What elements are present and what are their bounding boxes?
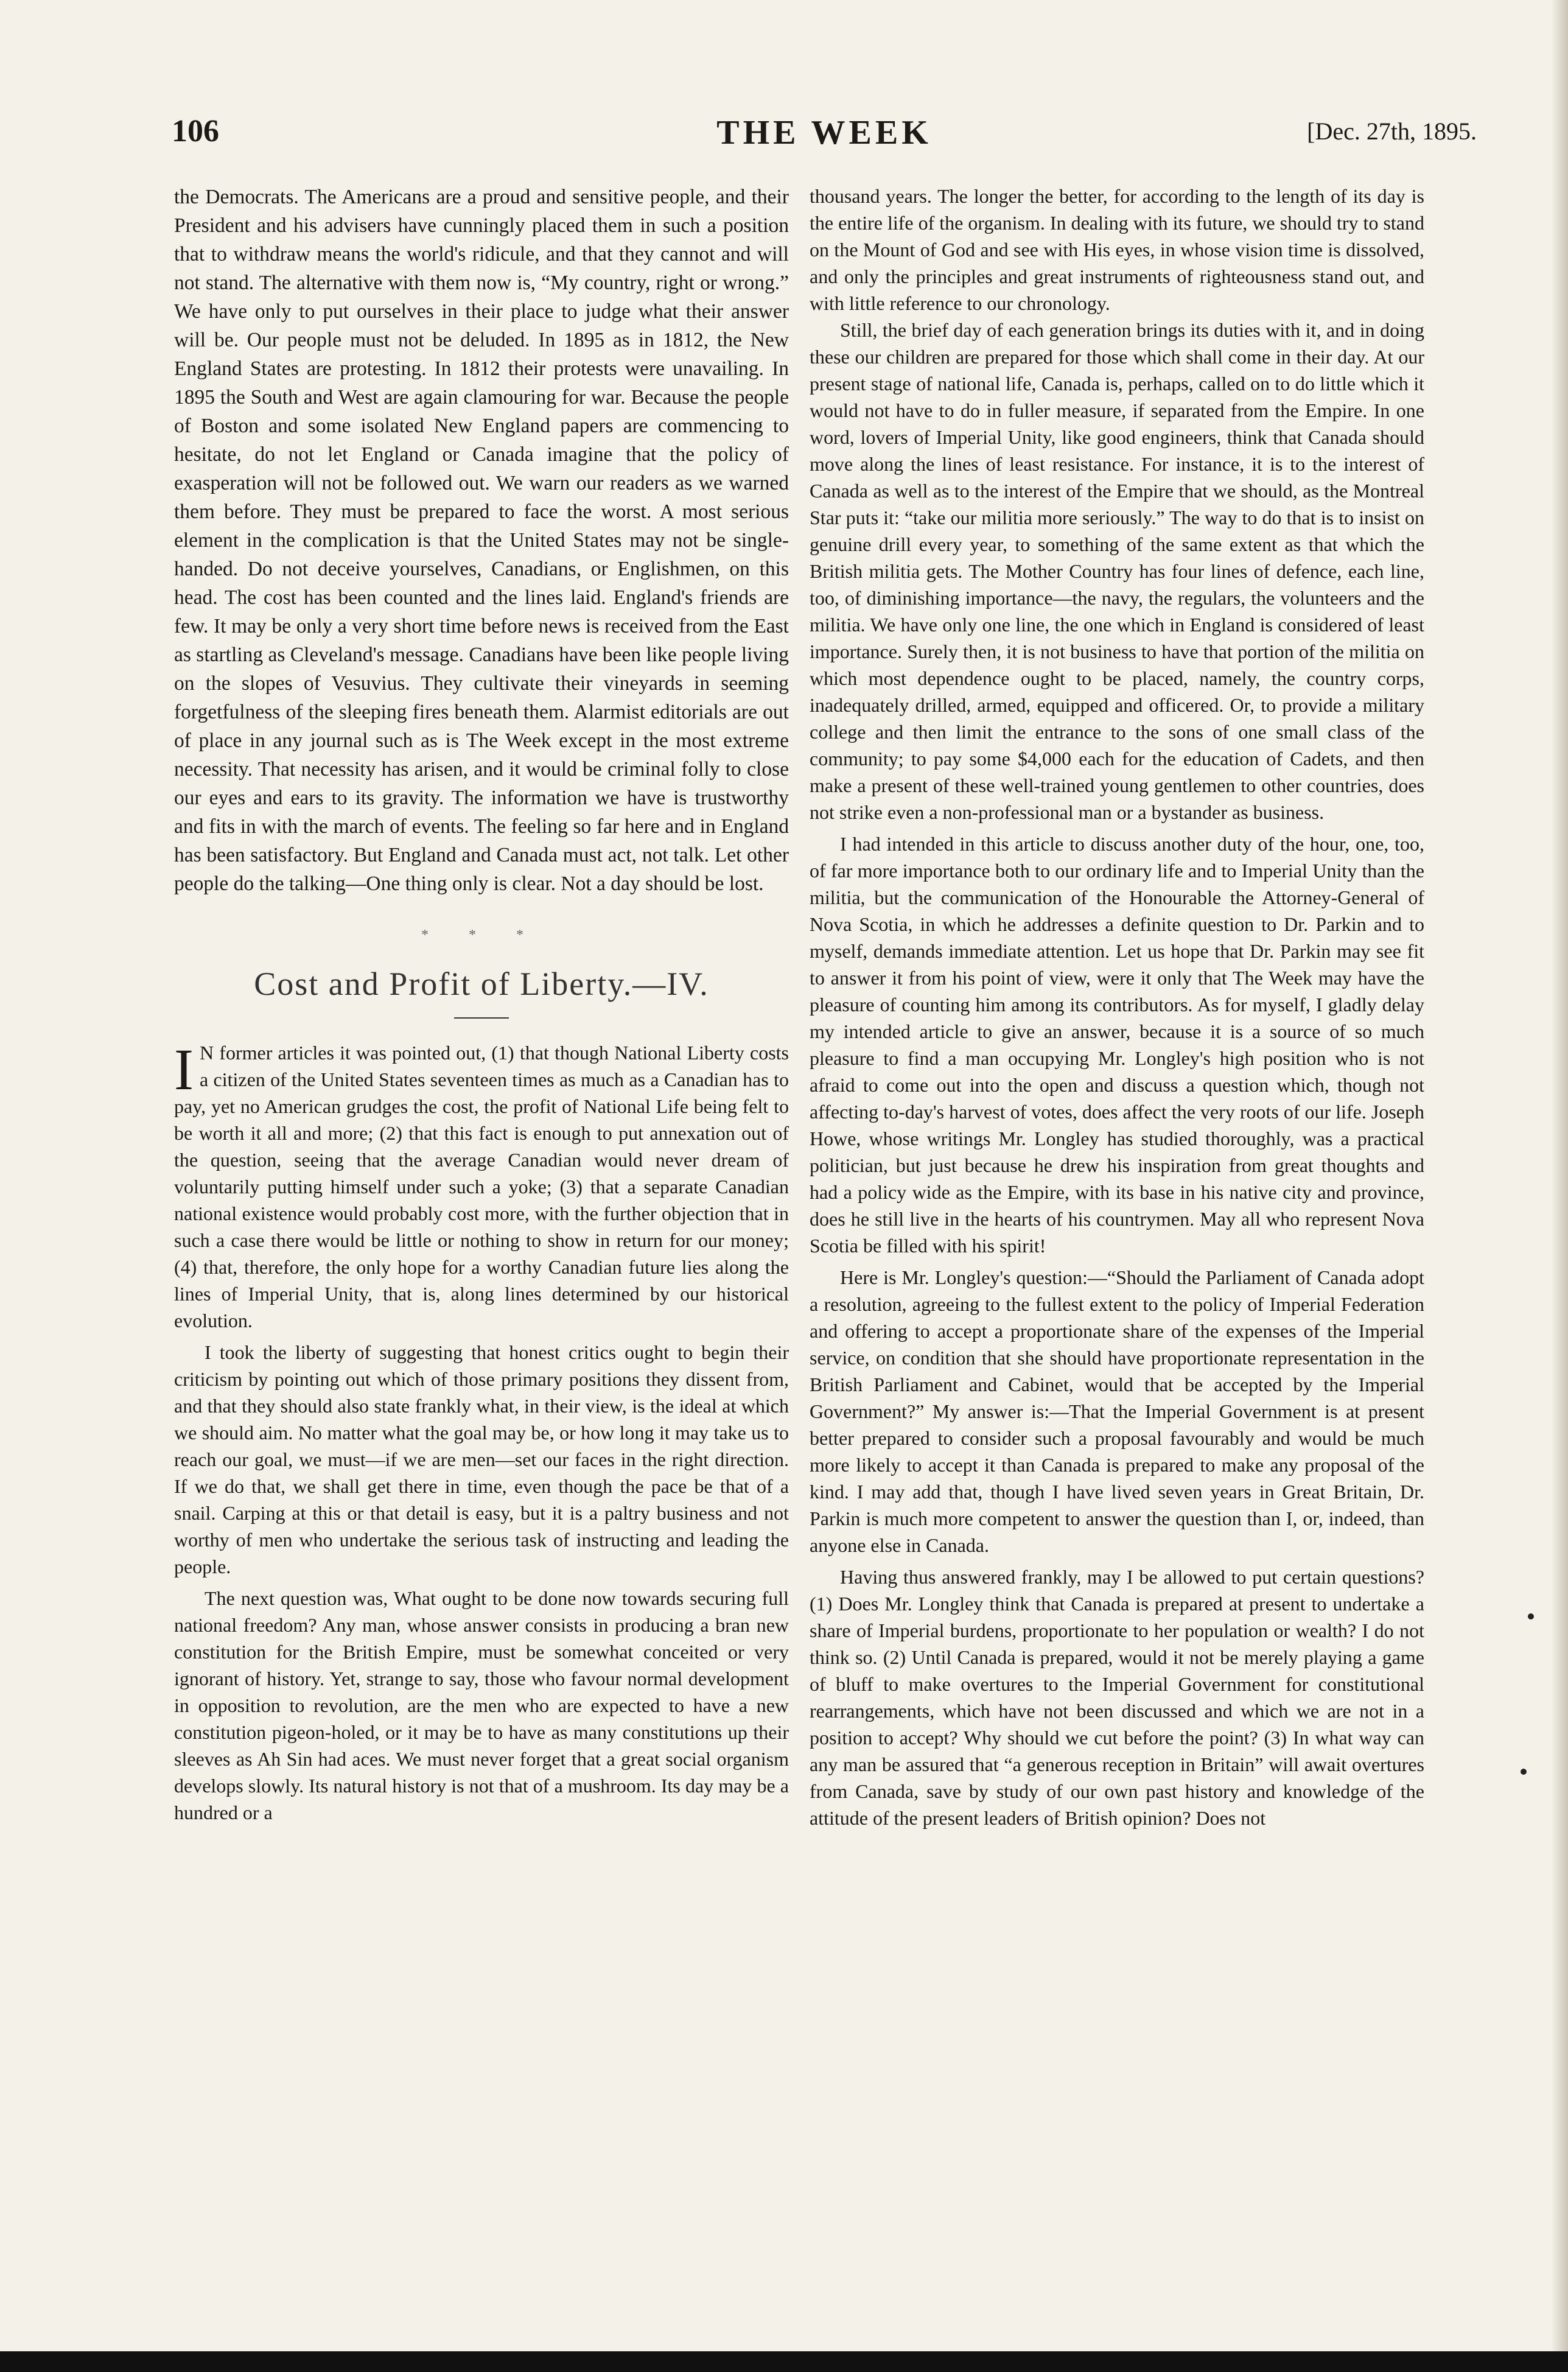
page-number: 106 bbox=[172, 114, 219, 149]
drop-cap: I bbox=[174, 1037, 194, 1102]
editorial-paragraph: the Democrats. The Americans are a proud and sensitive people, and their President and his advisers have cunningly placed them in such a position that to withdraw means the world's ridicule, and that they cannot and will not stand. The alternative with them now is, “My country, right or wrong.” We have only to put ourselves in their place to judge what their answer will be. Our people must not be deluded. In 1895 as in 1812, the New England States are protesting. In 1812 their protests were unavailing. In 1895 the South and West are again clamouring for war. Because the people of Boston and some isolated New England papers are commencing to hesitate, do not let England or Canada imagine that the policy of exasperation will not be followed out. We warn our readers as we warned them before. They must be prepared to face the worst. A most serious element in the complication is that the United States may not be single-handed. Do not deceive yourselves, Canadians, or Englishmen, on this head. The cost has been counted and the lines laid. England's friends are few. It may be only a very short time before news is received from the East as startling as Cleveland's message. Canadians have been like people living on the slopes of Vesuvius. They cultivate their vineyards in seeming forgetfulness of the sleeping fires beneath them. Alarmist editorials are out of place in any journal such as is The Week except in the most extreme necessity. That necessity has arisen, and it would be criminal folly to close our eyes and ears to its gravity. The information we have is trustworthy and fits in with the march of events. The feeling so far here and in England has been satisfactory. But England and Canada must act, not talk. Let other people do the talking—One thing only is clear. Not a day should be lost. bbox=[174, 186, 789, 895]
issue-date: [Dec. 27th, 1895. bbox=[1307, 118, 1477, 145]
title-rule bbox=[454, 1017, 509, 1019]
article-paragraph-8: Having thus answered frankly, may I be allowed to put certain questions? (1) Does Mr. Longley think that Canada is prepared at present to undertake a share of Imperial burdens, proportionate to her population or wealth? I do not think so. (2) Until Canada is prepared, would it not be merely playing a game of bluff to make overtures to the Imperial Government for constitutional rearrangements, which have not been discussed and which we are not in a position to accept? Why should we cut before the point? (3) In what way can any man be assured that “a generous reception in Britain” will await overtures from Canada, save by study of our own past history and knowledge of the attitude of the present leaders of British opinion? Does not bbox=[810, 1566, 1424, 1829]
article-paragraph-5: Still, the brief day of each generation brings its duties with it, and in doing these our children are prepared for those which shall come in their day. At our present stage of national life, Canada is, perhaps, called on to do little which it would not have to do in fuller measure, if separated from the Empire. In one word, lovers of Imperial Unity, like good engineers, think that Canada should move along the lines of least resistance. For instance, it is to the interest of Canada as well as to the interest of the Empire that we should, as the Montreal Star puts it: “take our militia more seriously.” The way to do that is to insist on genuine drill every year, to something of the same extent as that which the British militia gets. The Mother Country has four lines of defence, each line, too, of diminishing importance—the navy, the regulars, the volunteers and the militia. We have only one line, the one which in England is considered of least importance. Surely then, it is not business to have that portion of the militia on which most dependence ought to be placed, namely, the country corps, inadequately drilled, armed, equipped and officered. Or, to provide a military college and then limit the entrance to the sons of one small class of the community; to pay some $4,000 each for the education of Cadets, and then make a present of these well-trained young gentlemen to other countries, does not strike even a non-professional man or a bystander as business. bbox=[810, 319, 1424, 823]
article-paragraph-7: Here is Mr. Longley's question:—“Should the Parliament of Canada adopt a resolution, agreeing to the fullest extent to the policy of Imperial Federation and offering to accept a proportionate share of the expenses of the Imperial service, on condition that she should have proportionate representation in the British Parliament and Cabinet, would that be accepted by the Imperial Government?” My answer is:—That the Imperial Government is at present better prepared to consider such a proposal favourably and would be much more likely to accept it than Canada is prepared to make any proposal of the kind. I may add that, though I have lived seven years in Great Britain, Dr. Parkin is much more competent to answer the question than I, or, indeed, than anyone else in Canada. bbox=[810, 1266, 1424, 1556]
left-column bbox=[174, 183, 789, 1826]
ink-fleck bbox=[1528, 1613, 1534, 1619]
article-paragraph-1-text: N former articles it was pointed out, (1) that though National Liberty costs a citizen of the United States seventeen times as much as a Canadian has to pay, yet no American grudges the cost, the profit of National Life being felt to be worth it all and more; (2) that this fact is enough to put annexation out of the question, seeing that the average Canadian would never dream of voluntarily putting himself under such a yoke; (3) that a separate Canadian national existence would probably cost more, with the further objection that in such a case there would be little or nothing to show in return for our money; (4) that, therefore, the only hope for a worthy Canadian future lies along the lines of Imperial Unity, that is, along lines determined by our historical evolution. bbox=[174, 1042, 789, 1332]
section-separator: * * * bbox=[421, 927, 542, 943]
article-paragraph-2: I took the liberty of suggesting that honest critics ought to begin their criticism by pointing out which of those primary positions they dissent from, and that they should also state frankly what, in their view, is the ideal at which we should aim. No matter what the goal may be, or how long it may take us to reach our goal, we must—if we are men—set our faces in the right direction. If we do that, we shall get there in time, even though the pace be that of a snail. Carping at this or that detail is easy, but it is a paltry business and not worthy of men who undertake the serious task of instructing and leading the people. bbox=[174, 1341, 789, 1577]
right-column bbox=[810, 183, 1424, 1831]
ink-fleck bbox=[1521, 1769, 1527, 1775]
page-edge-shadow bbox=[1551, 0, 1568, 2372]
article-paragraph-1 bbox=[174, 1039, 789, 1334]
scan-bottom-edge bbox=[0, 2351, 1568, 2372]
page-header bbox=[172, 113, 1477, 162]
article-paragraph-3: The next question was, What ought to be done now towards securing full national freedom? Any man, whose answer consists in producing a bran new constitution for the British Empire, must be somewhat conceited or very ignorant of history. Yet, strange to say, those who favour normal development in opposition to revolution, are the men who are expected to have a new constitution pigeon-holed, or it may be to have as many constitutions up their sleeves as Ah Sin had aces. We must never forget that a great social organism develops slowly. Its natural history is not that of a mushroom. Its day may be a hundred or a bbox=[174, 1587, 789, 1823]
article-title: Cost and Profit of Liberty.—IV. bbox=[254, 966, 709, 1002]
article-paragraph-6: I had intended in this article to discuss another duty of the hour, one, too, of far more importance both to our ordinary life and to Imperial Unity than the militia, but the communication of the Honourable the Attorney-General of Nova Scotia, in which he addresses a definite question to Dr. Parkin and to myself, demands immediate attention. Let us hope that Dr. Parkin may see fit to answer it from his point of view, were it only that The Week may have the pleasure of counting him among its contributors. As for myself, I gladly delay my intended article to give an answer, because it is a source of so much pleasure to find a man occupying Mr. Longley's high position who is not afraid to come out into the open and discuss a question which, though not affecting to-day's harvest of votes, does affect the very roots of our life. Joseph Howe, whose writings Mr. Longley has studied thoroughly, was a practical politician, but just because he drew his inspiration from great thoughts and had a policy wide as the Empire, with its base in his native city and province, does he still live in the hearts of his countrymen. May all who represent Nova Scotia be filled with his spirit! bbox=[810, 833, 1424, 1257]
article-paragraph-4: thousand years. The longer the better, for according to the length of its day is the entire life of the organism. In dealing with its future, we should try to stand on the Mount of God and see with His eyes, in whose vision time is dissolved, and only the principles and great instruments of righteousness stand out, and with little reference to our chronology. bbox=[810, 185, 1424, 314]
journal-title: THE WEEK bbox=[716, 114, 932, 152]
